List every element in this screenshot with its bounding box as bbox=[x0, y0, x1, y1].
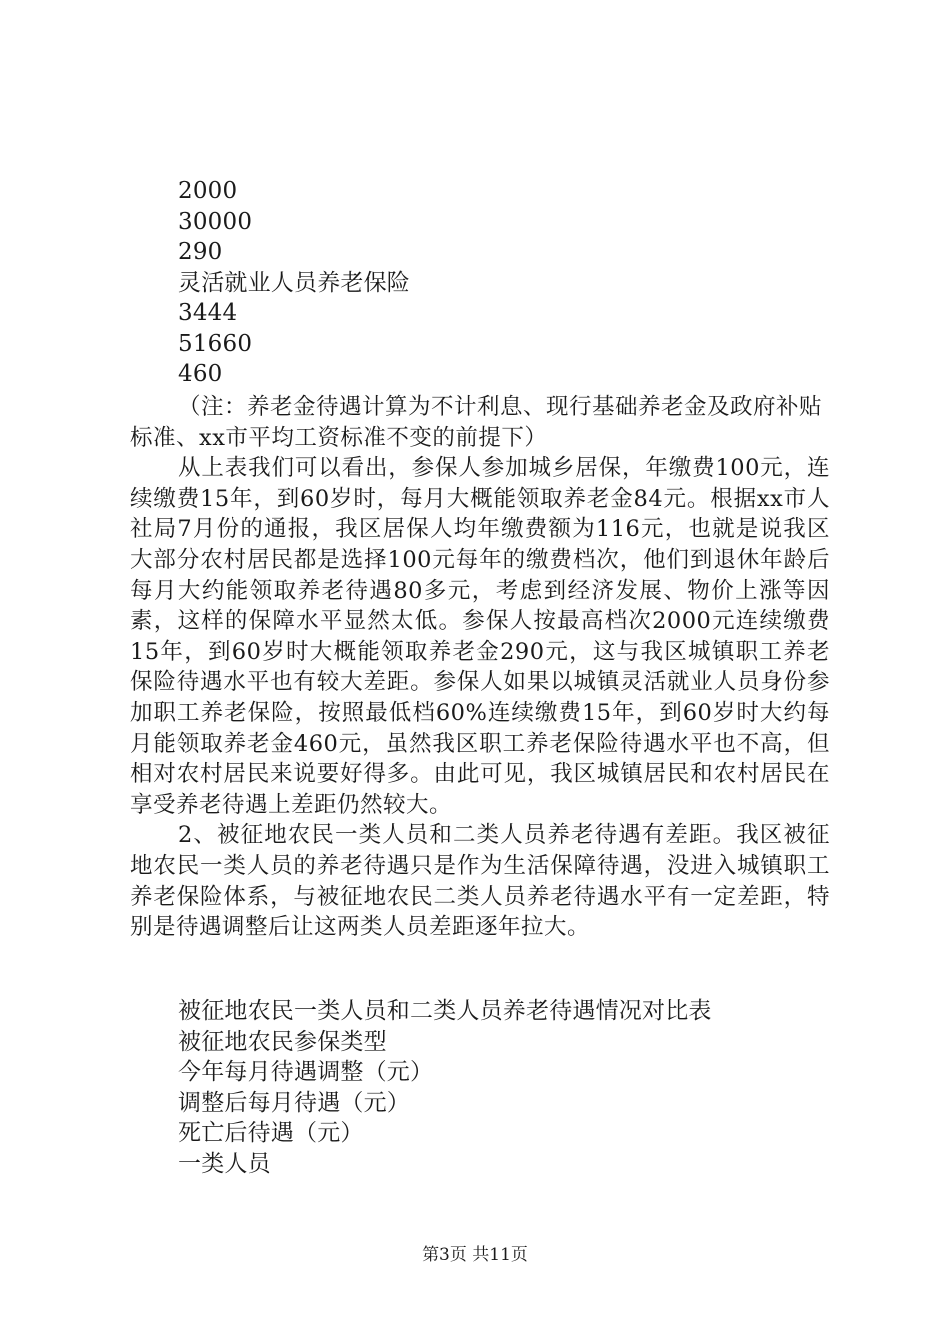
table-cell: 2000 bbox=[178, 178, 238, 204]
table-note: （注：养老金待遇计算为不计利息、现行基础养老金及政府补贴标准、xx市平均工资标准不变的前提下） bbox=[130, 394, 823, 451]
table-bottom bbox=[130, 996, 830, 1179]
table-cell: 今年每月待遇调整（元） bbox=[178, 1059, 434, 1085]
table-top-cells bbox=[130, 176, 830, 390]
table-title: 被征地农民一类人员和二类人员养老待遇情况对比表 bbox=[178, 998, 712, 1024]
table-cell: 51660 bbox=[178, 330, 253, 357]
table-cell: 30000 bbox=[178, 208, 253, 235]
table-cell: 3444 bbox=[178, 300, 238, 326]
table-cell: 灵活就业人员养老保险 bbox=[178, 269, 410, 296]
page-footer: 第3页 共11页 bbox=[422, 1245, 528, 1265]
table-cell: 一类人员 bbox=[178, 1150, 271, 1177]
table-cell: 460 bbox=[178, 361, 223, 387]
table-cell: 290 bbox=[178, 239, 223, 265]
table-cell: 调整后每月待遇（元） bbox=[178, 1089, 410, 1116]
body-text bbox=[130, 392, 830, 943]
table-cell: 死亡后待遇（元） bbox=[178, 1120, 364, 1146]
paragraph-1: 从上表我们可以看出，参保人参加城乡居保，年缴费100元，连续缴费15年，到60岁时，每月大概能领取养老金84元。根据xx市人社局7月份的通报，我区居保人均年缴费额为116元，也就是说我区大部分农村居民都是选择100元每年的缴费档次，他们到退休年龄后每月大约能领取养老待遇80多元，考虑到经济发展、物价上涨等因素，这样的保障水平显然太低。参保人按最高档次2000元连续缴费15年，到60岁时大概能领取养老金290元，这与我区城镇职工养老保险待遇水平也有较大差距。参保人如果以城镇灵活就业人员身份参加职工养老保险，按照最低档60%连续缴费15年，到60岁时大约每月能领取养老金460元，虽然我区职工养老保险待遇水平也不高，但相对农村居民来说要好得多。由此可见，我区城镇居民和农村居民在享受养老待遇上差距仍然较大。 bbox=[130, 455, 830, 818]
paragraph-2: 2、被征地农民一类人员和二类人员养老待遇有差距。我区被征地农民一类人员的养老待遇只是作为生活保障待遇，没进入城镇职工养老保险体系，与被征地农民二类人员养老待遇水平有一定差距，特别是待遇调整后让这两类人员差距逐年拉大。 bbox=[130, 822, 830, 941]
table-cell: 被征地农民参保类型 bbox=[178, 1028, 387, 1055]
